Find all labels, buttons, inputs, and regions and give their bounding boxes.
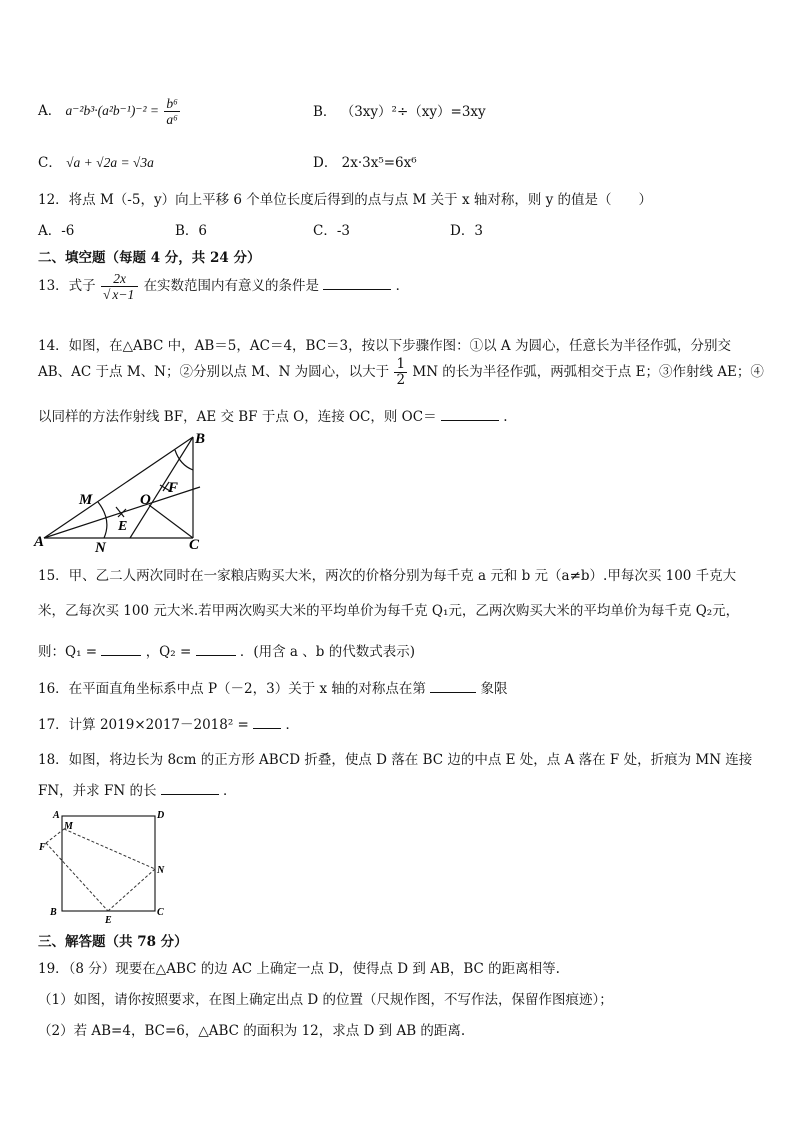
q11-option-b-text: （3xy）²÷（xy）=3xy <box>340 104 486 120</box>
q13-answer-blank[interactable] <box>323 277 391 290</box>
q14-label-f: F <box>168 480 179 496</box>
q13-suffix: 在实数范围内有意义的条件是 <box>143 278 320 294</box>
q14-line-1: 14．如图，在△ABC 中，AB＝5，AC＝4，BC＝3，按以下步骤作图：①以 A 为圆心，任意长为半径作弧，分别交 <box>38 338 731 354</box>
q14-label-c: C <box>189 537 200 553</box>
q14-label-o: O <box>140 492 151 508</box>
q18-label-a: A <box>53 810 60 821</box>
q14-line-3-text: 以同样的方法作射线 BF，AE 交 BF 于点 O，连接 OC，则 OC＝ <box>38 409 437 425</box>
q16-text: 16．在平面直角坐标系中点 P（－2，3）关于 x 轴的对称点在第 <box>38 681 426 697</box>
q14-answer-blank[interactable] <box>441 408 499 421</box>
q17-answer-blank[interactable] <box>253 716 281 729</box>
q13-denominator: √ x−1 <box>102 287 135 302</box>
q11-option-b-label: B． <box>313 104 337 120</box>
q14-label-e: E <box>118 519 128 534</box>
q11-option-d-label: D． <box>313 155 338 171</box>
fold-line-mn <box>64 829 155 869</box>
segment-oc <box>149 505 193 538</box>
q14-label-b: B <box>195 431 206 447</box>
segment-fe <box>46 843 108 911</box>
q19-stem: 19．（8 分）现要在△ABC 的边 AC 上确定一点 D，使得点 D 到 AB，BC 的距离相等. <box>38 961 560 977</box>
q18-label-m: M <box>64 821 73 832</box>
q17-text: 17．计算 2019×2017－2018² = <box>38 717 249 733</box>
q11-option-d-text: 2x·3x⁵=6x⁶ <box>341 155 417 171</box>
q12-option-a: A．-6 <box>38 223 75 239</box>
q14-triangle-figure <box>30 425 220 557</box>
q15-line-3c: ．(用含 a 、b 的代数式表示) <box>239 644 415 660</box>
section-3-heading: 三、解答题（共 78 分） <box>38 934 188 950</box>
q15-q1-answer-blank[interactable] <box>101 643 141 656</box>
q16-answer-blank[interactable] <box>430 680 476 693</box>
q15-q2-answer-blank[interactable] <box>196 643 236 656</box>
q16-end: 象限 <box>480 681 508 697</box>
q12-option-d: D．3 <box>450 223 483 239</box>
q14-fraction-denominator: 2 <box>396 372 406 388</box>
q15-line-3 <box>38 640 415 660</box>
q14-label-m: M <box>79 492 93 508</box>
q14-half-fraction <box>394 357 407 388</box>
arc-b <box>175 450 193 470</box>
q15-line-3a: 则：Q₁ = <box>38 644 98 660</box>
q11-option-c-label: C． <box>38 155 62 171</box>
q13-end: ． <box>395 278 410 294</box>
segment-fm <box>46 829 64 843</box>
q18-label-b: B <box>50 907 57 918</box>
q17-end: ． <box>285 717 299 733</box>
q19-part-2: （2）若 AB=4，BC=6，△ABC 的面积为 12，求点 D 到 AB 的距离. <box>38 1023 466 1039</box>
q15-line-3b: ，Q₂ = <box>145 644 192 660</box>
q11-option-a-denominator: a⁶ <box>166 112 178 127</box>
q18-label-d: D <box>157 810 165 821</box>
q18-label-n: N <box>157 865 165 876</box>
ray-bf <box>130 437 193 538</box>
q18-label-f: F <box>39 842 46 853</box>
q13 <box>38 271 409 302</box>
q14-line-3 <box>38 405 507 425</box>
q17 <box>38 713 299 733</box>
q18-label-c: C <box>157 907 164 918</box>
q14-label-n: N <box>95 540 106 556</box>
q18-line-2-text: FN，并求 FN 的长 <box>38 783 157 799</box>
q19-part-1: （1）如图，请你按照要求，在图上确定出点 D 的位置（尺规作图，不写作法，保留作图痕迹）； <box>38 992 613 1008</box>
q16 <box>38 677 508 697</box>
q12-option-c: C．-3 <box>313 223 350 239</box>
q11-option-a-label: A． <box>38 103 62 119</box>
q11-option-c <box>38 151 154 171</box>
q14-fraction-numerator: 1 <box>396 356 406 372</box>
q11-option-b <box>313 100 486 120</box>
q11-option-a-fraction <box>164 96 179 127</box>
q11-option-a-numerator: b⁶ <box>166 96 178 111</box>
q13-prefix: 13．式子 <box>38 278 96 294</box>
q14-label-a: A <box>34 534 45 550</box>
q18-answer-blank[interactable] <box>161 782 219 795</box>
square-abcd <box>62 816 155 911</box>
q15-line-2: 米，乙每次买 100 元大米.若甲两次购买大米的平均单价为每千克 Q₁元，乙两次购买大米的平均单价为每千克 Q₂元， <box>38 603 740 619</box>
q15-line-1: 15．甲、乙二人两次同时在一家粮店购买大米，两次的价格分别为每千克 a 元和 b 元（a≠b）.甲每次买 100 千克大 <box>38 568 737 584</box>
q13-fraction <box>101 271 138 302</box>
segment-en <box>108 869 155 911</box>
q18-square-figure <box>36 806 176 924</box>
q14-line-2 <box>38 357 764 388</box>
q13-denominator-radicand: x−1 <box>112 287 135 302</box>
q11-option-a <box>38 96 181 127</box>
q18-line-2 <box>38 779 237 799</box>
q12-option-b: B．6 <box>175 223 208 239</box>
q14-line-2b: MN 的长为半径作弧，两弧相交于点 E；③作射线 AE；④ <box>412 364 764 380</box>
q11-option-c-text: √a + √2a = √3a <box>66 155 154 170</box>
q14-line-2a: AB、AC 于点 M、N；②分别以点 M、N 为圆心，以大于 <box>38 364 390 380</box>
q11-option-a-lhs: a⁻²b³·(a²b⁻¹)⁻² = <box>65 103 160 118</box>
q18-label-e: E <box>105 915 112 924</box>
q18-line-1: 18．如图，将边长为 8cm 的正方形 ABCD 折叠，使点 D 落在 BC 边的中点 E 处，点 A 落在 F 处，折痕为 MN 连接 <box>38 752 753 768</box>
q11-option-d <box>313 151 417 171</box>
q18-end: ． <box>223 783 237 799</box>
section-2-heading: 二、填空题（每题 4 分，共 24 分） <box>38 250 261 266</box>
q14-end: . <box>503 409 508 425</box>
q12-stem: 12．将点 M（-5，y）向上平移 6 个单位长度后得到的点与点 M 关于 x 轴对称，则 y 的值是（ ） <box>38 192 653 208</box>
q13-numerator: 2x <box>101 271 138 287</box>
